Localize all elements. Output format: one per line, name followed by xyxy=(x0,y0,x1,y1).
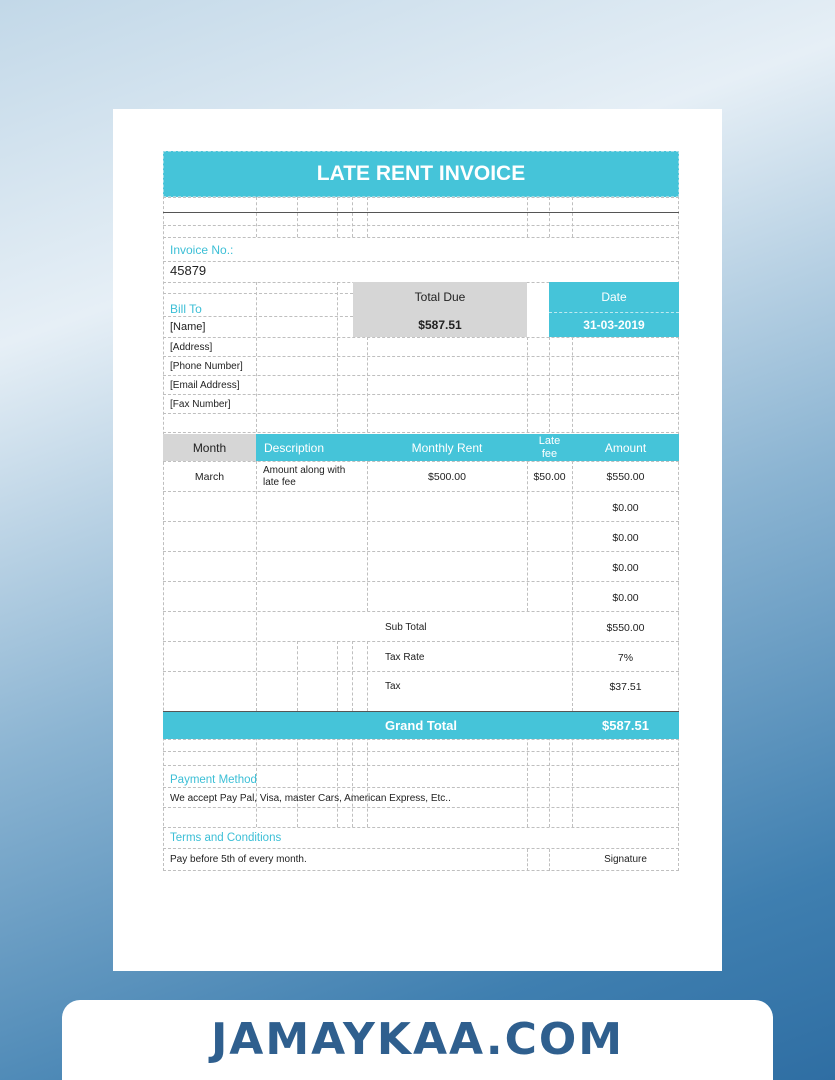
col-header-month: Month xyxy=(163,434,256,461)
col-header-late-fee: Late fee xyxy=(527,434,572,461)
bill-to-phone: [Phone Number] xyxy=(170,361,243,372)
bill-to-name: [Name] xyxy=(170,321,206,333)
row5-amount: $0.00 xyxy=(612,592,639,604)
date-label: Date xyxy=(549,282,679,312)
signature-label: Signature xyxy=(604,854,647,865)
total-due-value: $587.51 xyxy=(353,312,527,337)
date-value: 31-03-2019 xyxy=(549,312,679,337)
brand-text: JAMAYKAA.COM xyxy=(210,1014,625,1065)
tax-rate-label: Tax Rate xyxy=(385,652,425,663)
col-header-amount: Amount xyxy=(572,434,679,461)
row1-description: Amount along with late fee xyxy=(263,465,346,488)
total-due-label: Total Due xyxy=(353,282,527,312)
grand-total-bar xyxy=(163,712,679,739)
tax-value: $37.51 xyxy=(609,681,642,693)
invoice-title: LATE RENT INVOICE xyxy=(163,151,679,197)
terms-text: Pay before 5th of every month. xyxy=(170,854,307,865)
tax-label: Tax xyxy=(385,681,401,692)
row1-monthly-rent: $500.00 xyxy=(428,471,466,483)
payment-method-text: We accept Pay Pal, Visa, master Cars, American Express, Etc.. xyxy=(170,793,451,804)
bill-to-fax: [Fax Number] xyxy=(170,399,231,410)
invoice-paper xyxy=(113,109,722,971)
row1-late-fee: $50.00 xyxy=(533,471,566,483)
row3-amount: $0.00 xyxy=(612,532,639,544)
invoice-no-value: 45879 xyxy=(170,263,207,278)
col-header-description: Description xyxy=(256,434,367,461)
payment-method-label: Payment Method xyxy=(170,774,257,786)
invoice-no-label: Invoice No.: xyxy=(170,243,234,257)
col-header-monthly-rent: Monthly Rent xyxy=(367,434,527,461)
tax-rate-value: 7% xyxy=(617,652,634,664)
bill-to-email: [Email Address] xyxy=(170,380,240,391)
grand-total-label: Grand Total xyxy=(385,718,457,733)
brand-banner xyxy=(62,1000,773,1080)
bill-to-label: Bill To xyxy=(170,302,202,316)
row1-amount: $550.00 xyxy=(606,471,645,483)
row1-month: March xyxy=(194,471,225,483)
bill-to-address: [Address] xyxy=(170,342,213,353)
row2-amount: $0.00 xyxy=(612,502,639,514)
terms-label: Terms and Conditions xyxy=(170,832,282,844)
row4-amount: $0.00 xyxy=(612,562,639,574)
grand-total-value: $587.51 xyxy=(602,718,649,733)
subtotal-label: Sub Total xyxy=(385,622,427,633)
subtotal-value: $550.00 xyxy=(606,622,645,634)
